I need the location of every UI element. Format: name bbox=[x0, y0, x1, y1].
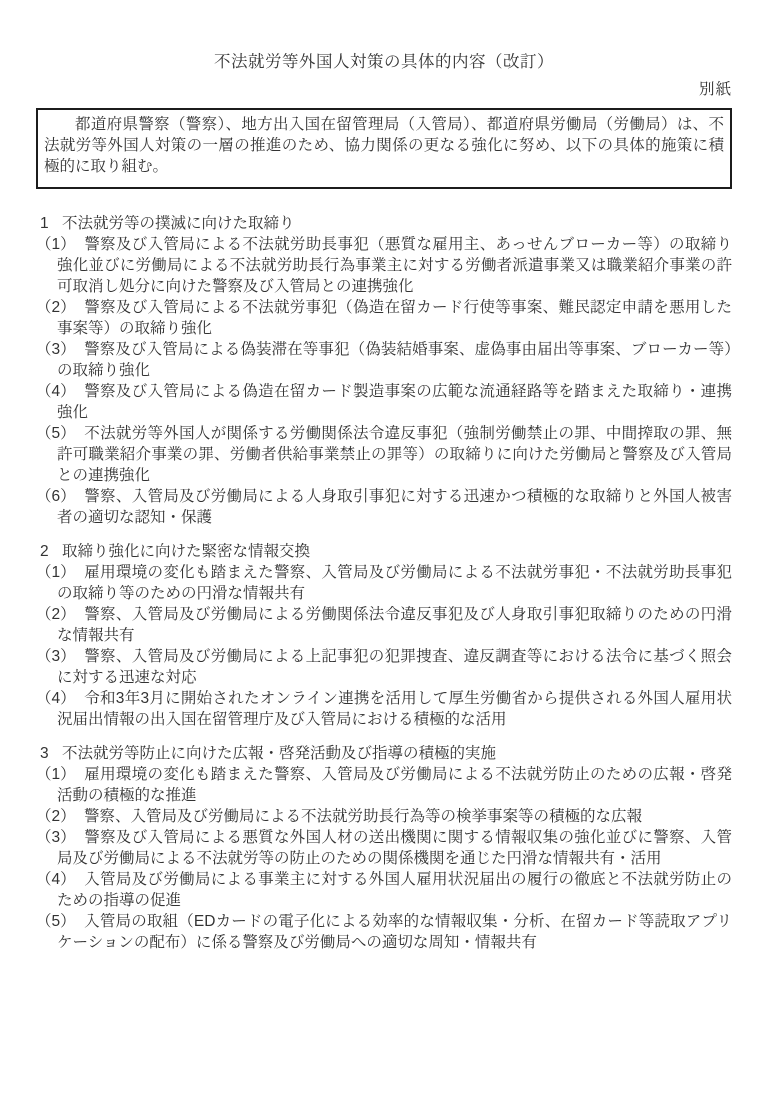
item-marker: （3） bbox=[36, 648, 76, 665]
section-heading bbox=[40, 213, 732, 234]
item-text: 雇用環境の変化も踏まえた警察、入管局及び労働局による不法就労防止のための広報・啓発活動の積極的な推進 bbox=[57, 766, 732, 804]
item-marker: （5） bbox=[36, 913, 76, 930]
list-item bbox=[36, 827, 732, 869]
item-text: 雇用環境の変化も踏まえた警察、入管局及び労働局による不法就労事犯・不法就労助長事犯の取締り等のための円滑な情報共有 bbox=[57, 564, 732, 602]
item-text: 警察、入管局及び労働局による人身取引事犯に対する迅速かつ積極的な取締りと外国人被害者の適切な認知・保護 bbox=[57, 488, 732, 526]
item-marker: （2） bbox=[36, 808, 76, 825]
page-title: 不法就労等外国人対策の具体的内容（改訂） bbox=[214, 53, 554, 71]
list-item bbox=[36, 806, 732, 827]
list-item bbox=[36, 234, 732, 297]
intro-box bbox=[36, 108, 732, 189]
section-number: 1 bbox=[40, 215, 49, 232]
item-text: 警察及び入管局による偽装滞在等事犯（偽装結婚事案、虚偽事由届出等事案、ブローカー等）の取締り強化 bbox=[57, 341, 732, 379]
item-text: 入管局及び労働局による事業主に対する外国人雇用状況届出の履行の徹底と不法就労防止のための指導の促進 bbox=[57, 871, 732, 909]
item-marker: （3） bbox=[36, 341, 76, 358]
intro-text: 都道府県警察（警察）、地方出入国在留管理局（入管局）、都道府県労働局（労働局）は、不法就労等外国人対策の一層の推進のため、協力関係の更なる強化に努め、以下の具体的施策に積極的に取り組む。 bbox=[44, 116, 724, 175]
section-1 bbox=[36, 213, 732, 528]
list-item bbox=[36, 381, 732, 423]
list-item bbox=[36, 562, 732, 604]
list-item bbox=[36, 911, 732, 953]
item-text: 警察、入管局及び労働局による上記事犯の犯罪捜査、違反調査等における法令に基づく照会に対する迅速な対応 bbox=[57, 648, 732, 686]
item-marker: （4） bbox=[36, 690, 76, 707]
section-title: 不法就労等防止に向けた広報・啓発活動及び指導の積極的実施 bbox=[62, 745, 497, 762]
item-marker: （6） bbox=[36, 488, 76, 505]
item-text: 警察及び入管局による偽造在留カード製造事案の広範な流通経路等を踏まえた取締り・連携強化 bbox=[57, 383, 732, 421]
list-item bbox=[36, 486, 732, 528]
section-2 bbox=[36, 541, 732, 730]
item-marker: （1） bbox=[36, 236, 76, 253]
item-text: 不法就労等外国人が関係する労働関係法令違反事犯（強制労働禁止の罪、中間搾取の罪、無許可職業紹介事業の罪、労働者供給事業禁止の罪等）の取締りに向けた労働局と警察及び入管局との連携強化 bbox=[57, 425, 732, 484]
item-marker: （1） bbox=[36, 564, 76, 581]
item-marker: （1） bbox=[36, 766, 76, 783]
item-text: 警察、入管局及び労働局による労働関係法令違反事犯及び人身取引事犯取締りのための円滑な情報共有 bbox=[57, 606, 732, 644]
list-item bbox=[36, 339, 732, 381]
item-marker: （4） bbox=[36, 871, 76, 888]
attachment-label: 別紙 bbox=[698, 81, 732, 98]
item-text: 警察、入管局及び労働局による不法就労助長行為等の検挙事案等の積極的な広報 bbox=[84, 808, 643, 825]
list-item bbox=[36, 423, 732, 486]
list-item bbox=[36, 869, 732, 911]
list-item bbox=[36, 297, 732, 339]
item-marker: （2） bbox=[36, 299, 76, 316]
item-text: 警察及び入管局による悪質な外国人材の送出機関に関する情報収集の強化並びに警察、入管局及び労働局による不法就労等の防止のための関係機関を通じた円滑な情報共有・活用 bbox=[57, 829, 732, 867]
item-text: 入管局の取組（EDカードの電子化による効率的な情報収集・分析、在留カード等読取アプリケーションの配布）に係る警察及び労働局への適切な周知・情報共有 bbox=[57, 913, 732, 951]
item-marker: （3） bbox=[36, 829, 76, 846]
list-item bbox=[36, 688, 732, 730]
section-number: 3 bbox=[40, 745, 49, 762]
item-marker: （4） bbox=[36, 383, 76, 400]
section-title: 取締り強化に向けた緊密な情報交換 bbox=[62, 543, 311, 560]
item-text: 令和3年3月に開始されたオンライン連携を活用して厚生労働省から提供される外国人雇用状況届出情報の出入国在留管理庁及び入管局における積極的な活用 bbox=[57, 690, 732, 728]
item-marker: （5） bbox=[36, 425, 76, 442]
section-heading bbox=[40, 541, 732, 562]
section-heading bbox=[40, 743, 732, 764]
section-title: 不法就労等の撲滅に向けた取締り bbox=[62, 215, 295, 232]
item-text: 警察及び入管局による不法就労事犯（偽造在留カード行使等事案、難民認定申請を悪用した事案等）の取締り強化 bbox=[57, 299, 732, 337]
item-text: 警察及び入管局による不法就労助長事犯（悪質な雇用主、あっせんブローカー等）の取締り強化並びに労働局による不法就労助長行為事業主に対する労働者派遣事業又は職業紹介事業の許可取消し処分に向けた警察及び入管局との連携強化 bbox=[57, 236, 732, 295]
list-item bbox=[36, 764, 732, 806]
list-item bbox=[36, 604, 732, 646]
item-marker: （2） bbox=[36, 606, 76, 623]
list-item bbox=[36, 646, 732, 688]
section-3 bbox=[36, 743, 732, 953]
section-number: 2 bbox=[40, 543, 49, 560]
